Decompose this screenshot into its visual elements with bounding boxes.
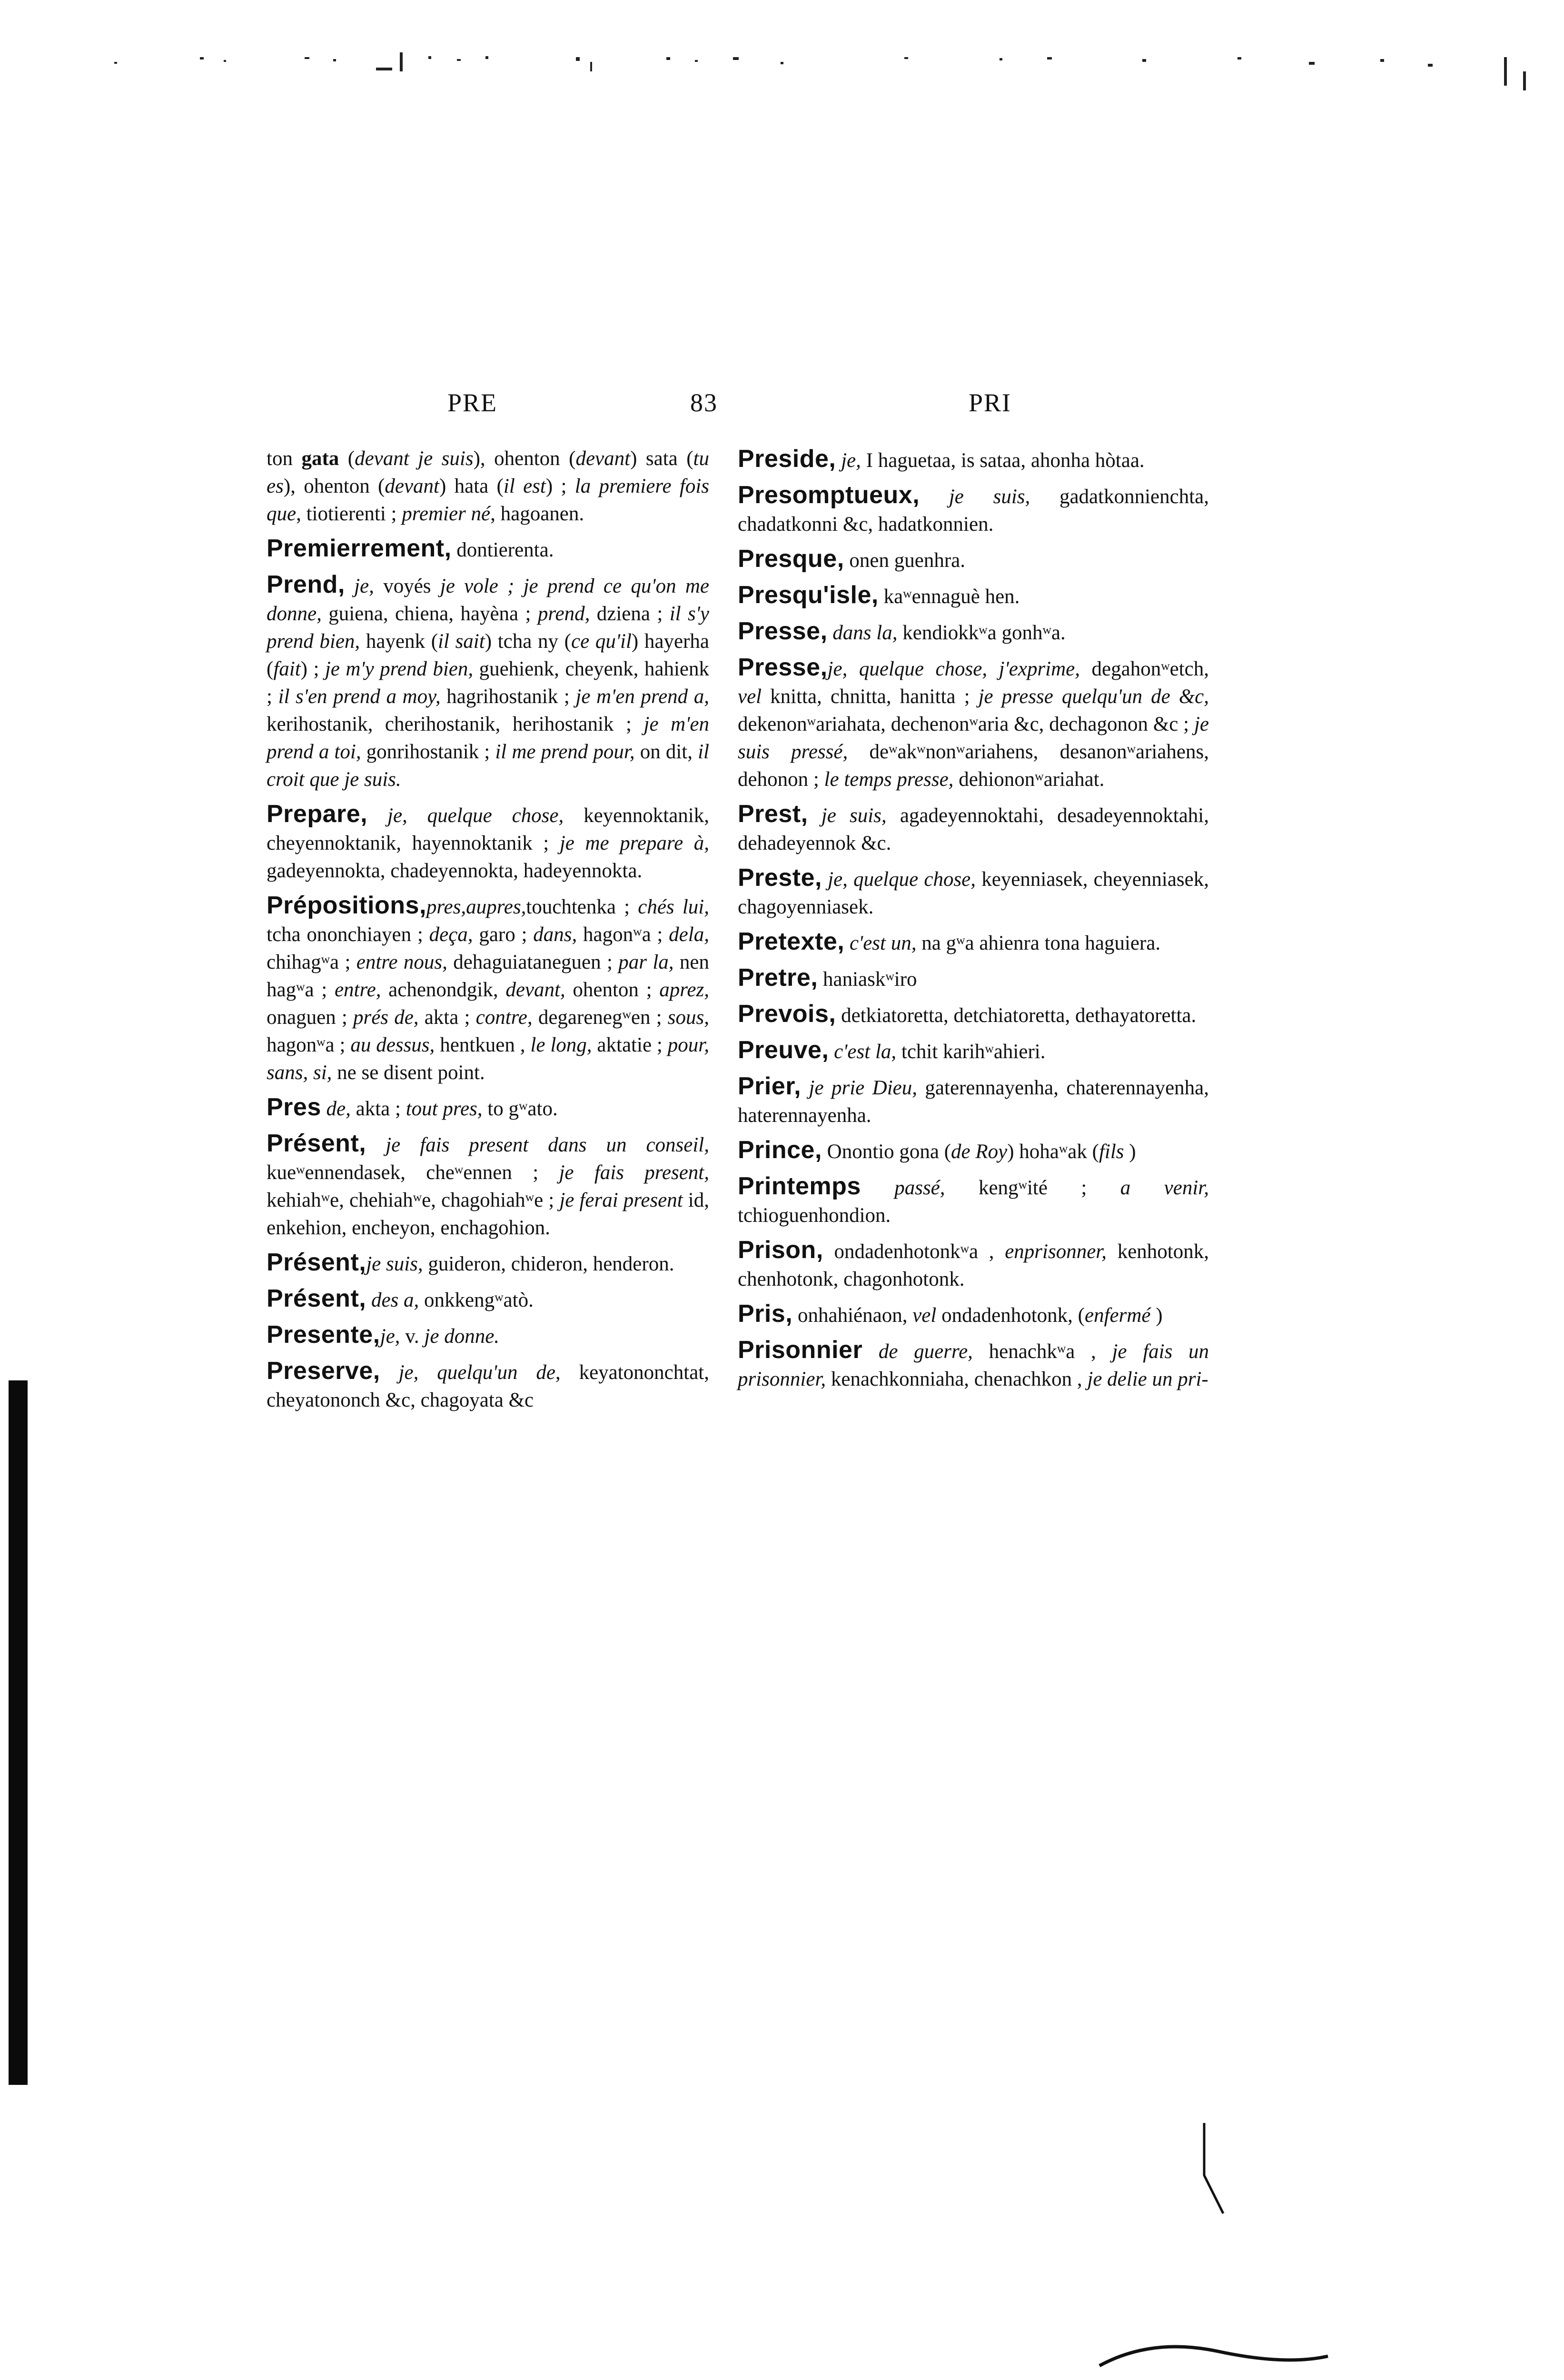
french-gloss: je, quelqu'un de,: [398, 1361, 561, 1384]
entry-text: hagrihostanik ;: [440, 685, 576, 708]
entry-text: kenachkonniaha, chenachkon ,: [826, 1368, 1088, 1390]
french-gloss: il me prend pour,: [495, 741, 635, 763]
entry-text: ) tcha ny (: [485, 630, 571, 653]
dictionary-entry: [738, 1236, 1209, 1293]
dictionary-entry: [738, 1000, 1209, 1030]
entry-text: [366, 1134, 386, 1156]
entry-text: ton: [267, 447, 302, 470]
headword: Prest,: [738, 800, 808, 828]
french-gloss: je, quelque chose,: [387, 804, 564, 827]
entry-text: akta ;: [350, 1098, 406, 1120]
entry-text: gadeyennokta, chadeyennokta, hadeyennokta.: [267, 860, 643, 882]
french-gloss: par la,: [618, 951, 674, 973]
entry-text: , hagoanen.: [490, 503, 584, 525]
french-gloss: enprisonner,: [1005, 1240, 1107, 1263]
headword: Presente,: [267, 1321, 380, 1349]
entry-text: , tiotierenti ;: [296, 503, 402, 525]
entry-text: keyenniasek, cheyenniasek, chagoyenniasek.: [738, 868, 1209, 918]
entry-text: ) hayerha (: [267, 630, 709, 680]
entry-text: [828, 622, 833, 644]
entry-text: garo ;: [473, 923, 534, 946]
entry-text: [345, 575, 354, 597]
entry-text: haniaskʷiro: [818, 968, 917, 991]
entry-text: degahonʷetch,: [1080, 658, 1209, 680]
dictionary-entry: [738, 481, 1209, 538]
french-gloss: a venir,: [1120, 1177, 1209, 1199]
french-gloss: je,: [354, 575, 374, 597]
entry-text: on dit,: [634, 741, 698, 763]
headword: Presque,: [738, 545, 844, 573]
entry-text: gadatkonnienchta, chadatkonni &c, hadatkonnien.: [738, 486, 1209, 536]
entry-text: dekenonʷariahata, dechenonʷaria &c, dechagonon &c ;: [738, 713, 1194, 735]
dictionary-entry: [738, 928, 1209, 957]
french-gloss: il s'en prend a moy,: [278, 685, 441, 708]
entry-text: hayenk (: [360, 630, 438, 653]
entry-text: tchioguenhondion.: [738, 1204, 891, 1227]
entry-text: ondadenhotonkʷa ,: [823, 1240, 1005, 1263]
entry-text: ) ;: [300, 658, 325, 680]
headword: Prend,: [267, 571, 345, 598]
entry-text: guideron, chideron, henderon.: [423, 1253, 674, 1275]
entry-text: kehiahʷe, chehiahʷe, chagohiahʷe ;: [267, 1189, 560, 1211]
dictionary-entry: [267, 535, 709, 564]
dictionary-entry: [267, 1249, 709, 1278]
entry-text: I haguetaa, is sataa, ahonha hòtaa.: [861, 449, 1145, 472]
entry-text: keyatononchtat, cheyatononch &c, chagoyata &c: [267, 1361, 709, 1411]
entry-text: kerihostanik, cherihostanik, herihostanik ;: [267, 713, 644, 735]
entry-text: onhahiénaon,: [792, 1304, 913, 1327]
french-gloss: le temps presse,: [824, 768, 954, 791]
french-gloss: de guerre,: [878, 1340, 973, 1363]
french-gloss: je fais present,: [559, 1161, 709, 1184]
entry-text: kengʷité ;: [945, 1177, 1120, 1199]
french-gloss: fils: [1099, 1140, 1124, 1163]
french-gloss: sous,: [667, 1006, 709, 1029]
dictionary-entry: [267, 1130, 709, 1242]
entry-text: guiena, chiena, hayèna ;: [321, 603, 538, 625]
dictionary-entry: [738, 581, 1209, 611]
french-gloss: je, quelque chose,: [828, 868, 976, 891]
headword: Preuve,: [738, 1036, 829, 1064]
headword: Prépositions,: [267, 892, 426, 919]
entry-text: (: [339, 447, 355, 470]
dictionary-entry: [267, 571, 709, 793]
entry-text: degarenegʷen ;: [532, 1006, 668, 1029]
entry-text: achenondgik,: [381, 979, 506, 1001]
entry-text: hentkuen ,: [435, 1034, 531, 1056]
headword: Presse,: [738, 654, 828, 681]
dictionary-entry: [738, 617, 1209, 647]
french-gloss: je suis,: [949, 486, 1030, 508]
headword: Presqu'isle,: [738, 581, 879, 609]
entry-text: to gʷato.: [482, 1098, 558, 1120]
entry-text: knitta, chnitta, hanitta ;: [762, 685, 979, 708]
entry-text: dontierenta.: [451, 539, 554, 561]
french-gloss: je,: [841, 449, 861, 472]
french-gloss: fait: [273, 658, 301, 680]
french-gloss: prend,: [537, 603, 590, 625]
entry-text: [844, 932, 850, 954]
dictionary-entry: [267, 1093, 709, 1123]
entry-text: keyennoktanik, cheyennoktanik, hayennoktanik ;: [267, 804, 709, 854]
french-gloss: je m'y prend bien,: [325, 658, 474, 680]
entry-text: [920, 486, 949, 508]
header-left: PRE: [447, 388, 498, 417]
dictionary-entry: [738, 800, 1209, 857]
entry-text: dehiononʷariahat.: [953, 768, 1105, 791]
headword: Prince,: [738, 1136, 822, 1164]
entry-text: Onontio gona (: [822, 1140, 951, 1163]
entry-text: ): [1150, 1304, 1163, 1327]
french-gloss: pour, sans, si,: [267, 1034, 710, 1084]
dictionary-entry: [738, 445, 1209, 475]
french-gloss: c'est un,: [849, 932, 917, 954]
entry-text: chihagʷa ;: [267, 951, 356, 973]
french-gloss: le long,: [530, 1034, 592, 1056]
entry-text: dehaguiataneguen ;: [447, 951, 619, 973]
french-gloss: aprez,: [659, 979, 709, 1001]
french-gloss: des a,: [371, 1289, 419, 1311]
french-gloss: passé,: [894, 1177, 945, 1199]
entry-text: [380, 1361, 399, 1384]
entry-text: [836, 449, 841, 472]
french-gloss: dans,: [533, 923, 577, 946]
entry-text: gata: [301, 447, 339, 470]
headword: Preside,: [738, 445, 836, 473]
french-gloss: dela,: [669, 923, 709, 946]
entry-text: [861, 1177, 894, 1199]
entry-text: akta ;: [418, 1006, 476, 1029]
scan-edge-bar: [9, 1380, 28, 2085]
entry-text: ohenton ;: [565, 979, 660, 1001]
french-gloss: je delie un pri-: [1087, 1368, 1208, 1390]
entry-text: voyés: [374, 575, 440, 597]
headword: Prepare,: [267, 800, 368, 828]
dictionary-entry: [738, 1036, 1209, 1066]
entry-text: v.: [400, 1325, 425, 1348]
entry-text: hagon: [577, 923, 634, 946]
entry-text: guehienk, cheyenk, hahienk ;: [267, 658, 709, 708]
entry-text: henachkʷa ,: [972, 1340, 1112, 1363]
french-gloss: de Roy: [951, 1140, 1008, 1163]
french-gloss: devant je suis: [355, 447, 474, 470]
french-gloss: la premiere fois que: [267, 475, 709, 525]
headword: Premierrement,: [267, 535, 452, 562]
headword: Pretre,: [738, 964, 818, 992]
entry-text: onen guenhra.: [844, 549, 965, 572]
dictionary-entry: [267, 445, 709, 528]
dictionary-entry: [267, 1285, 709, 1314]
french-gloss: deça,: [429, 923, 473, 946]
french-gloss: vel: [912, 1304, 937, 1327]
entry-text: tchit karihʷahieri.: [896, 1041, 1046, 1063]
french-gloss: il sait: [438, 630, 485, 653]
french-gloss: devant: [575, 447, 631, 470]
entry-text: dziena ;: [590, 603, 670, 625]
french-gloss: je fais un prisonnier,: [738, 1340, 1209, 1390]
dictionary-entry: [267, 800, 709, 885]
entry-text: id, enkehion, encheyon, enchagohion.: [267, 1189, 709, 1239]
entry-text: ), ohenton (: [473, 447, 576, 470]
dictionary-entry: [738, 1072, 1209, 1130]
headword: Pretexte,: [738, 928, 845, 955]
scan-bracket-mark: [1190, 2118, 1228, 2223]
entry-text: aktatie ;: [592, 1034, 668, 1056]
entry-text: ): [1124, 1140, 1136, 1163]
headword: Présent,: [267, 1130, 366, 1157]
entry-text: ) ;: [545, 475, 575, 497]
entry-text: kendiokkʷa gonhʷa.: [897, 622, 1066, 644]
headword: Présent,: [267, 1285, 366, 1312]
headword: Prier,: [738, 1072, 802, 1100]
french-gloss: prés de,: [353, 1006, 419, 1029]
entry-text: tcha ononchiayen ;: [267, 923, 429, 946]
headword: Presomptueux,: [738, 481, 920, 509]
right-column: [738, 445, 1209, 1400]
french-gloss: je vole ; je prend ce qu'on me donne,: [267, 575, 709, 625]
french-gloss: au dessus,: [350, 1034, 435, 1056]
entry-text: [801, 1077, 809, 1099]
entry-text: ) hata (: [439, 475, 504, 497]
dictionary-entry: [267, 892, 709, 1087]
entry-text: ʷ: [633, 923, 642, 946]
french-gloss: c'est la,: [834, 1041, 897, 1063]
entry-text: na gʷa ahienra tona haguiera.: [916, 932, 1161, 954]
entry-text: ), ohenton (: [283, 475, 385, 497]
entry-text: [367, 804, 387, 827]
entry-text: onkkengʷatò.: [419, 1289, 534, 1311]
entry-text: onaguen ;: [267, 1006, 353, 1029]
french-gloss: je presse quelqu'un de &c,: [978, 685, 1209, 708]
entry-text: deʷakʷnonʷariahens, desanonʷariahens, dehonon ;: [738, 741, 1209, 791]
headword: Prevois,: [738, 1000, 836, 1028]
french-gloss: dans la,: [832, 622, 898, 644]
french-gloss: il croit que je suis.: [267, 741, 709, 791]
headword: Printemps: [738, 1172, 861, 1200]
entry-text: ne se disent point.: [332, 1061, 485, 1084]
french-gloss: entre nous,: [356, 951, 447, 973]
entry-text: detkiatoretta, detchiatoretta, dethayatoretta.: [836, 1004, 1197, 1027]
french-gloss: je,: [380, 1325, 400, 1348]
headword: Preste,: [738, 864, 822, 892]
entry-text: ) sata (: [630, 447, 693, 470]
french-gloss: pres,aupres,: [426, 896, 526, 918]
headword: Présent,: [267, 1249, 366, 1276]
entry-text: nen hagʷa ;: [267, 951, 709, 1001]
entry-text: kenhotonk, chenhotonk, chagonhotonk.: [738, 1240, 1209, 1290]
dictionary-entry: [738, 1136, 1209, 1166]
entry-text: kaʷennaguè hen.: [878, 585, 1020, 608]
entry-text: hagonʷa ;: [267, 1034, 351, 1056]
french-gloss: je ferai present: [559, 1189, 683, 1211]
dictionary-entry: [738, 1172, 1209, 1230]
french-gloss: il s'y prend bien,: [267, 603, 709, 653]
french-gloss: je m'en prend a toi,: [267, 713, 709, 763]
french-gloss: je prie Dieu,: [809, 1077, 918, 1099]
french-gloss: je fais present dans un conseil,: [386, 1134, 710, 1156]
dictionary-entry: [738, 1300, 1209, 1329]
headword: Prisonnier: [738, 1336, 863, 1364]
entry-text: [366, 1289, 371, 1311]
headword: Preserve,: [267, 1357, 380, 1385]
french-gloss: tu es: [267, 447, 709, 497]
page-number: 83: [690, 388, 718, 417]
french-gloss: entre,: [334, 979, 381, 1001]
dictionary-entry: [738, 1336, 1209, 1393]
dictionary-entry: [267, 1321, 709, 1350]
entry-text: agadeyennoktahi, desadeyennoktahi, dehadeyennok &c.: [738, 804, 1209, 854]
entry-text: [321, 1098, 327, 1120]
entry-text: [862, 1340, 879, 1363]
running-header: [286, 388, 1180, 431]
entry-text: ) hohaʷak (: [1007, 1140, 1099, 1163]
french-gloss: contre,: [475, 1006, 533, 1029]
entry-text: touchtenka ;: [526, 896, 638, 918]
french-gloss: enfermé: [1085, 1304, 1151, 1327]
french-gloss: devant,: [505, 979, 565, 1001]
dictionary-entry: [738, 964, 1209, 993]
french-gloss: de,: [326, 1098, 351, 1120]
headword: Pris,: [738, 1300, 793, 1328]
french-gloss: ce qu'il: [571, 630, 632, 653]
left-column: [267, 445, 709, 1421]
entry-text: [822, 868, 828, 891]
entry-text: gaterennayenha, chaterennayenha, haterennayenha.: [738, 1077, 1209, 1127]
dictionary-entry: [738, 864, 1209, 921]
french-gloss: devant: [385, 475, 439, 497]
scan-noise-top: [0, 43, 1564, 105]
entry-text: kueʷennendasek, cheʷennen ;: [267, 1161, 559, 1184]
dictionary-entry: [738, 654, 1209, 793]
header-right: PRI: [969, 388, 1012, 417]
french-gloss: il est: [503, 475, 546, 497]
french-gloss: je m'en prend a,: [575, 685, 709, 708]
french-gloss: tout pres,: [406, 1098, 483, 1120]
headword: Pres: [267, 1093, 321, 1121]
entry-text: a ;: [642, 923, 669, 946]
entry-text: gonrihostanik ;: [361, 741, 495, 763]
entry-text: ondadenhotonk, (: [936, 1304, 1085, 1327]
french-gloss: je suis,: [821, 804, 887, 827]
french-gloss: vel: [738, 685, 762, 708]
french-gloss: je, quelque chose, j'exprime,: [827, 658, 1080, 680]
entry-text: [829, 1041, 834, 1063]
entry-text: [808, 804, 822, 827]
french-gloss: je suis,: [366, 1253, 423, 1275]
french-gloss: chés lui,: [638, 896, 709, 918]
french-gloss: je me prepare à,: [559, 832, 709, 854]
french-gloss: je suis pressé,: [738, 713, 1209, 763]
french-gloss: premier né: [402, 503, 491, 525]
scan-flourish-mark: [1095, 2332, 1333, 2375]
french-gloss: je donne.: [424, 1325, 500, 1348]
headword: Prison,: [738, 1236, 823, 1264]
dictionary-entry: [738, 545, 1209, 575]
dictionary-entry: [267, 1357, 709, 1414]
headword: Presse,: [738, 617, 828, 645]
